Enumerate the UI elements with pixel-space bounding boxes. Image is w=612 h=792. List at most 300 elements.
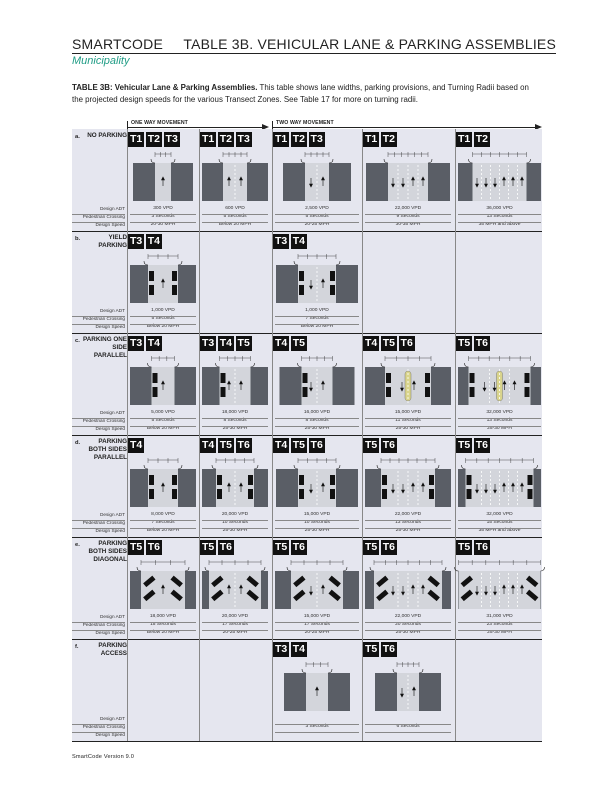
- sidewalk-block: [527, 163, 542, 201]
- sidewalk-block: [130, 367, 152, 405]
- transect-zone-badge: T5: [458, 439, 471, 451]
- transect-zones: [456, 132, 490, 147]
- assembly-cell: [363, 333, 453, 435]
- curb-radius: [178, 465, 182, 469]
- transect-zone-badge: T5: [130, 541, 143, 553]
- sidewalk-block: [375, 673, 397, 711]
- curb-radius: [261, 567, 265, 571]
- sidewalk-block: [458, 571, 459, 609]
- lane-diagram: [363, 659, 453, 714]
- value-divider: [458, 520, 541, 521]
- value-adt: 20,000 VPD: [221, 614, 249, 619]
- transect-zone-badge: T5: [382, 337, 396, 349]
- transect-zones: [363, 336, 415, 351]
- curb-radius: [185, 567, 189, 571]
- parked-car: [299, 271, 304, 281]
- transect-zone-badge: T5: [275, 541, 288, 553]
- transect-zone-badge: T5: [237, 337, 250, 349]
- header-rule: [72, 53, 556, 54]
- parked-car: [303, 387, 308, 397]
- transect-zones: [273, 642, 307, 657]
- lane-diagram: [128, 455, 198, 510]
- assembly-cell: [273, 129, 361, 231]
- lane-diagram: [456, 353, 543, 408]
- transect-zone-badge: T6: [237, 439, 250, 451]
- sidewalk-block: [284, 673, 306, 711]
- value-speed: 20-30 MPH: [150, 222, 176, 227]
- assembly-cell: [273, 435, 361, 537]
- curb-radius: [462, 465, 466, 469]
- header-left: SMARTCODE: [72, 36, 163, 52]
- transect-zones: [128, 132, 180, 147]
- sidewalk-block: [251, 367, 269, 405]
- parked-car: [429, 489, 434, 499]
- municipality: Municipality: [72, 55, 130, 67]
- assemblies-table: [72, 129, 542, 743]
- parked-car: [149, 285, 154, 295]
- parked-car: [467, 475, 472, 485]
- value-speed: 25-30 MPH: [395, 630, 421, 635]
- assembly-cell: [128, 333, 198, 435]
- sidewalk-block: [458, 367, 469, 405]
- lane-diagram: [273, 557, 361, 612]
- transect-zones: [363, 438, 397, 453]
- transect-zone-badge: T5: [458, 337, 471, 349]
- sidewalk-block: [202, 469, 216, 507]
- transect-zone-badge: T4: [275, 337, 288, 349]
- meta-label-speed: Design Speed: [95, 732, 125, 737]
- meta-divider: [72, 520, 125, 521]
- sidewalk-block: [541, 571, 542, 609]
- footer: SmartCode Version 9.0: [72, 754, 135, 760]
- sidewalk-block: [261, 571, 268, 609]
- value-speed: Below 20 MPH: [146, 324, 180, 329]
- transect-zones: [200, 540, 234, 555]
- meta-divider: [72, 732, 125, 733]
- parked-car: [299, 285, 304, 295]
- curb-radius: [531, 363, 535, 367]
- value-divider: [130, 622, 196, 623]
- meta-divider: [72, 724, 125, 725]
- value-adt: 18,000 VPD: [149, 614, 177, 619]
- transect-zones: [273, 132, 325, 147]
- transect-zone-badge: T1: [275, 133, 288, 145]
- lane-diagram: [363, 353, 453, 408]
- value-adt: 32,000 VPD: [486, 410, 513, 415]
- transect-zone-badge: T6: [219, 541, 233, 553]
- curb-radius: [455, 567, 459, 571]
- meta-divider: [72, 222, 125, 223]
- value-crossing: 9 Seconds: [396, 214, 420, 219]
- transect-zone-badge: T5: [365, 541, 378, 553]
- curb-radius: [151, 159, 155, 163]
- value-crossing: 3 Seconds: [305, 724, 329, 729]
- transect-zones: [273, 336, 307, 351]
- column-divider: [455, 639, 456, 741]
- parked-car: [153, 373, 158, 383]
- row-letter: b.: [75, 236, 81, 242]
- meta-label-crossing: Pedestrian Crossing: [82, 520, 125, 525]
- value-crossing: 20 Seconds: [395, 622, 421, 627]
- curb-radius: [534, 465, 538, 469]
- transect-zone-badge: T5: [292, 337, 306, 349]
- curb-radius: [465, 363, 469, 367]
- sidewalk-block: [365, 367, 385, 405]
- row-letter: f.: [75, 644, 79, 650]
- assembly-cell: [456, 537, 543, 639]
- transect-zone-badge: T3: [237, 133, 250, 145]
- value-divider: [275, 222, 359, 223]
- value-divider: [130, 520, 196, 521]
- parked-car: [221, 387, 226, 397]
- sidewalk-block: [276, 265, 298, 303]
- parked-car: [525, 373, 530, 383]
- value-speed: Below 20 MPH: [300, 324, 334, 329]
- curb-radius: [178, 261, 182, 265]
- curb-radius: [287, 567, 291, 571]
- value-divider: [130, 418, 196, 419]
- meta-divider: [72, 418, 125, 419]
- lane-diagram: [456, 149, 543, 204]
- curb-radius: [254, 465, 258, 469]
- curb-radius: [251, 363, 255, 367]
- lane-diagram: [200, 557, 270, 612]
- curb-radius: [381, 363, 385, 367]
- column-divider: [127, 639, 128, 741]
- value-divider: [202, 418, 268, 419]
- sidewalk-block: [458, 163, 473, 201]
- transect-zone-badge: T4: [147, 235, 161, 247]
- sidewalk-block: [458, 469, 466, 507]
- transect-zone-badge: T6: [475, 337, 489, 349]
- meta-divider: [72, 528, 125, 529]
- value-divider: [458, 222, 541, 223]
- value-crossing: 6 Seconds: [396, 724, 420, 729]
- transect-zone-badge: T6: [475, 541, 489, 553]
- sidewalk-block: [333, 367, 355, 405]
- value-divider: [130, 214, 196, 215]
- value-divider: [458, 528, 541, 529]
- value-adt: 16,000 VPD: [303, 410, 331, 415]
- transect-zone-badge: T3: [310, 133, 323, 145]
- column-divider: [362, 231, 363, 333]
- value-adt: 1,000 VPD: [151, 308, 175, 313]
- curb-radius: [343, 567, 347, 571]
- value-adt: 8,000 VPD: [151, 512, 175, 517]
- row-letter: d.: [75, 440, 81, 446]
- sidewalk-block: [133, 163, 155, 201]
- sidewalk-block: [419, 673, 441, 711]
- value-divider: [365, 222, 451, 223]
- transect-zone-badge: T4: [365, 337, 378, 349]
- transect-zone-badge: T6: [382, 541, 396, 553]
- lane-diagram: [128, 353, 198, 408]
- value-adt: 5,000 VPD: [151, 410, 175, 415]
- parked-car: [172, 271, 177, 281]
- meta-label-adt: Design ADT: [99, 410, 125, 415]
- value-crossing: 13 Seconds: [486, 418, 513, 423]
- sidewalk-block: [175, 367, 197, 405]
- parked-car: [470, 373, 475, 383]
- intro-paragraph: [72, 82, 542, 105]
- meta-divider: [72, 622, 125, 623]
- curb-radius: [301, 159, 305, 163]
- value-divider: [458, 426, 541, 427]
- intro-text: This table shows lane widths, parking provisions, and Turning Radii based on the projected design speeds for the various Transect Zones. See Table 17 for more on turning radii.: [72, 83, 529, 104]
- parked-car: [425, 387, 430, 397]
- value-speed: Below 20 MPH: [146, 426, 180, 431]
- meta-label-adt: Design ADT: [99, 206, 125, 211]
- value-adt: 2,500 VPD: [305, 206, 329, 211]
- parked-car: [149, 489, 154, 499]
- lane-diagram: [200, 455, 270, 510]
- value-adt: 15,000 VPD: [303, 614, 331, 619]
- transect-zone-badge: T6: [147, 541, 161, 553]
- assembly-cell: [363, 639, 453, 741]
- meta-label-speed: Design Speed: [95, 528, 125, 533]
- transect-zone-badge: T4: [275, 439, 288, 451]
- lane-diagram: [273, 353, 361, 408]
- sidewalk-block: [185, 571, 196, 609]
- value-speed: 25-30 MPH: [487, 630, 512, 635]
- transect-zones: [128, 540, 162, 555]
- value-adt: 18,000 VPD: [221, 410, 249, 415]
- parked-car: [382, 489, 387, 499]
- value-divider: [458, 622, 541, 623]
- transect-zones: [128, 336, 162, 351]
- value-crossing: 10 Seconds: [304, 520, 330, 525]
- value-crossing: 13 Seconds: [395, 520, 421, 525]
- transect-zone-badge: T5: [365, 439, 378, 451]
- value-divider: [202, 630, 268, 631]
- sidewalk-block: [254, 469, 268, 507]
- curb-radius: [171, 159, 175, 163]
- assembly-cell: [363, 129, 453, 231]
- value-crossing: 5 Seconds: [151, 418, 175, 423]
- assembly-cell: [456, 333, 543, 435]
- transect-zone-badge: T6: [292, 541, 306, 553]
- two-way-label: TWO WAY MOVEMENT: [276, 120, 334, 126]
- transect-zones: [456, 540, 490, 555]
- parked-car: [248, 489, 253, 499]
- transect-zone-badge: T5: [458, 541, 471, 553]
- value-adt: 300 VPD: [153, 206, 173, 211]
- transect-zone-badge: T3: [130, 235, 143, 247]
- sidewalk-block: [130, 469, 148, 507]
- value-divider: [202, 520, 268, 521]
- lane-diagram: [273, 149, 361, 204]
- lane-diagram: [363, 149, 453, 204]
- assembly-cell: [200, 537, 270, 639]
- parked-car: [330, 285, 335, 295]
- meta-label-crossing: Pedestrian Crossing: [82, 418, 125, 423]
- sidewalk-block: [276, 469, 298, 507]
- lane-diagram: [363, 455, 453, 510]
- transect-zone-badge: T4: [292, 643, 306, 655]
- transect-zone-badge: T5: [219, 439, 233, 451]
- one-way-label: ONE WAY MOVEMENT: [131, 120, 188, 126]
- transect-zone-badge: T1: [130, 133, 143, 145]
- column-divider: [199, 231, 200, 333]
- value-divider: [275, 324, 359, 325]
- curb-radius: [370, 567, 374, 571]
- value-crossing: 10 Seconds: [222, 520, 248, 525]
- transect-zone-badge: T4: [292, 235, 306, 247]
- curb-radius: [377, 465, 381, 469]
- meta-divider: [72, 316, 125, 317]
- intro-bold: TABLE 3B: Vehicular Lane & Parking Assemblies.: [72, 83, 258, 92]
- transect-zones: [200, 438, 252, 453]
- row-title: PARKING BOTH SIDES DIAGONAL: [88, 540, 127, 564]
- value-adt: 15,000 VPD: [303, 512, 331, 517]
- value-crossing: 5 Seconds: [305, 214, 329, 219]
- parked-car: [153, 387, 158, 397]
- assembly-cell: [200, 129, 270, 231]
- value-speed: 20-25 MPH: [304, 630, 330, 635]
- value-speed: 35 MPH and above: [478, 528, 521, 533]
- row-title: PARKING BOTH SIDES PARALLEL: [88, 438, 127, 462]
- value-divider: [130, 222, 196, 223]
- transect-zone-badge: T2: [475, 133, 489, 145]
- value-crossing: 8 Seconds: [223, 418, 247, 423]
- value-divider: [202, 214, 268, 215]
- curb-radius: [431, 363, 435, 367]
- value-divider: [202, 222, 268, 223]
- sidewalk-block: [365, 469, 381, 507]
- lane-diagram: [456, 455, 543, 510]
- meta-label-adt: Design ADT: [99, 716, 125, 721]
- parked-car: [470, 387, 475, 397]
- value-crossing: 13 Seconds: [486, 214, 513, 219]
- curb-radius: [393, 669, 397, 673]
- parked-car: [528, 475, 533, 485]
- row-title: PARKING ONE SIDE PARALLEL: [83, 336, 127, 360]
- lane-diagram: [273, 455, 361, 510]
- transect-zone-badge: T1: [365, 133, 378, 145]
- sidewalk-block: [531, 367, 542, 405]
- row-letter: a.: [75, 134, 80, 140]
- sidewalk-block: [366, 163, 388, 201]
- value-speed: 20-25 MPH: [304, 222, 330, 227]
- transect-zones: [273, 540, 307, 555]
- transect-zone-badge: T5: [202, 541, 215, 553]
- transect-zone-badge: T6: [382, 643, 396, 655]
- curb-radius: [428, 159, 432, 163]
- meta-divider: [72, 214, 125, 215]
- curb-radius: [336, 465, 340, 469]
- sidewalk-block: [428, 163, 450, 201]
- value-divider: [130, 316, 196, 317]
- meta-label-speed: Design Speed: [95, 222, 125, 227]
- sidewalk-block: [365, 571, 374, 609]
- lane-diagram: [128, 149, 198, 204]
- parked-car: [467, 489, 472, 499]
- curb-radius: [216, 363, 220, 367]
- parked-car: [528, 489, 533, 499]
- curb-radius: [469, 159, 473, 163]
- transect-zone-badge: T2: [147, 133, 161, 145]
- value-speed: 25-30 MPH: [222, 426, 248, 431]
- transect-zones: [456, 336, 490, 351]
- meta-label-crossing: Pedestrian Crossing: [82, 724, 125, 729]
- assembly-cell: [200, 333, 270, 435]
- sidewalk-block: [328, 673, 350, 711]
- value-crossing: 7 Seconds: [305, 316, 329, 321]
- curb-radius: [205, 567, 209, 571]
- meta-divider: [72, 324, 125, 325]
- transect-zones: [128, 234, 162, 249]
- value-speed: 20-25 MPH: [222, 630, 248, 635]
- parked-car: [429, 475, 434, 485]
- value-divider: [275, 622, 359, 623]
- transect-zone-badge: T6: [475, 439, 489, 451]
- value-divider: [130, 630, 196, 631]
- parked-car: [149, 475, 154, 485]
- assembly-cell: [128, 435, 198, 537]
- row-title: PARKING ACCESS: [98, 642, 127, 658]
- sidewalk-block: [329, 163, 351, 201]
- transect-zone-badge: T5: [365, 643, 378, 655]
- one-way-arrow: [127, 127, 263, 128]
- value-divider: [365, 426, 451, 427]
- parked-car: [172, 475, 177, 485]
- curb-radius: [302, 669, 306, 673]
- sidewalk-block: [280, 367, 302, 405]
- parked-car: [248, 475, 253, 485]
- value-divider: [365, 528, 451, 529]
- curb-radius: [328, 669, 332, 673]
- value-speed: 25-30 MPH: [395, 426, 421, 431]
- sidewalk-block: [336, 469, 358, 507]
- transect-zone-badge: T6: [400, 337, 413, 349]
- value-speed: 30-35 MPH: [395, 222, 421, 227]
- parked-car: [217, 475, 222, 485]
- curb-radius: [219, 159, 223, 163]
- parked-car: [172, 489, 177, 499]
- transect-zone-badge: T3: [130, 337, 143, 349]
- transect-zone-badge: T1: [458, 133, 471, 145]
- assembly-cell: [456, 129, 543, 231]
- value-speed: Below 20 MPH: [218, 222, 252, 227]
- transect-zones: [363, 132, 397, 147]
- transect-zone-badge: T3: [275, 643, 288, 655]
- meta-label-speed: Design Speed: [95, 426, 125, 431]
- value-crossing: 17 Seconds: [222, 622, 248, 627]
- curb-radius: [527, 159, 531, 163]
- value-speed: 25-30 MPH: [487, 426, 512, 431]
- lane-diagram: [200, 149, 270, 204]
- value-adt: 20,000 VPD: [221, 512, 249, 517]
- value-speed: Below 20 MPH: [146, 630, 180, 635]
- value-speed: 25-30 MPH: [304, 528, 330, 533]
- meta-divider: [72, 426, 125, 427]
- transect-zone-badge: T4: [147, 337, 161, 349]
- sidewalk-block: [130, 265, 148, 303]
- assembly-cell: [363, 435, 453, 537]
- header-right: TABLE 3B. VEHICULAR LANE & PARKING ASSEMBLIES: [183, 36, 556, 52]
- curb-radius: [294, 465, 298, 469]
- value-crossing: 11 Seconds: [395, 418, 421, 423]
- assembly-cell: [128, 537, 198, 639]
- assembly-cell: [273, 537, 361, 639]
- meta-divider: [72, 630, 125, 631]
- lane-diagram: [128, 251, 198, 306]
- value-crossing: 8 Seconds: [305, 418, 329, 423]
- value-adt: 22,000 VPD: [394, 206, 422, 211]
- parked-car: [172, 285, 177, 295]
- curb-radius: [298, 363, 302, 367]
- sidewalk-block: [178, 265, 196, 303]
